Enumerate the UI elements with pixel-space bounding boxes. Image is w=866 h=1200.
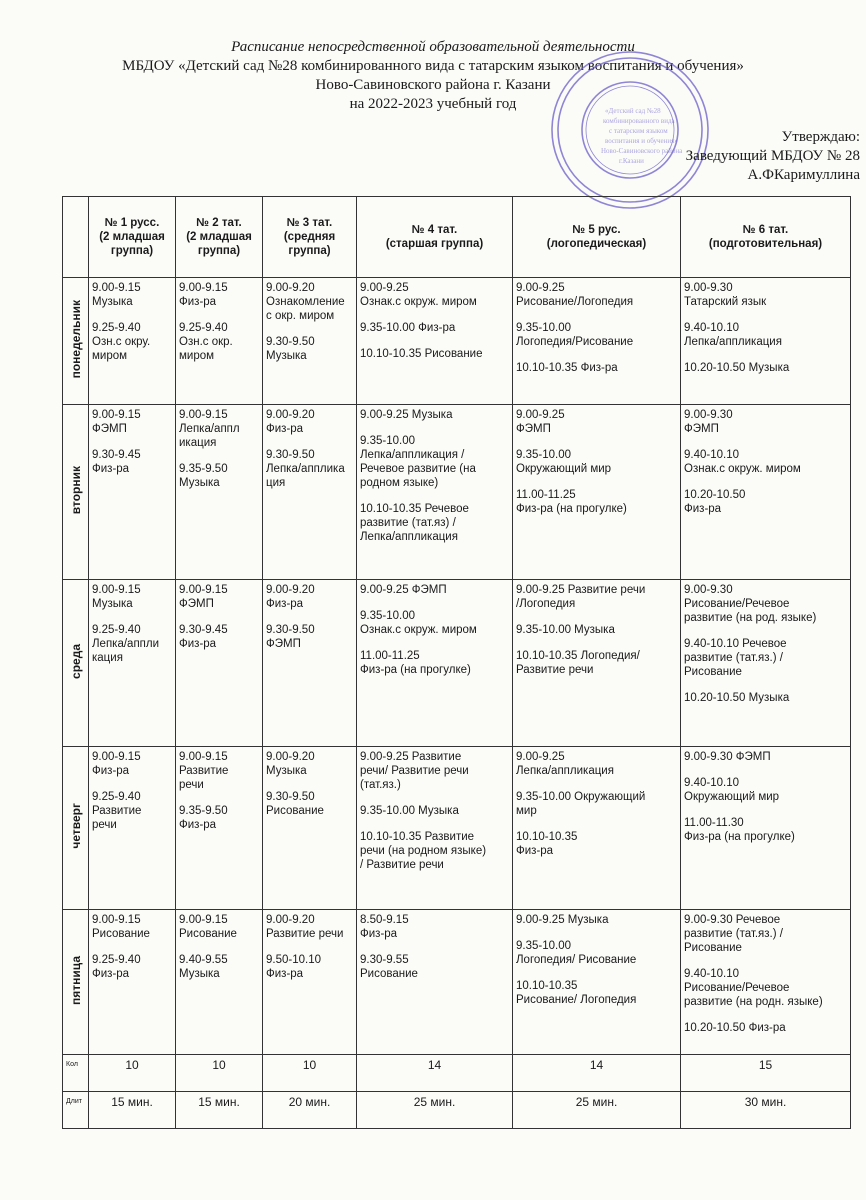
lesson-slot: 10.20-10.50 Физ-ра	[684, 489, 746, 515]
lesson-slot: 9.35-9.50 Физ-ра	[179, 805, 228, 831]
lesson-slot: 9.00-9.30 ФЭМП	[684, 409, 733, 435]
schedule-cell	[89, 747, 176, 910]
duration-cell: 25 мин.	[357, 1092, 513, 1129]
lesson-slot: 10.10-10.35 Речевое развитие (тат.яз) / Лепка/аппликация	[360, 503, 469, 543]
svg-text:с татарским языком: с татарским языком	[609, 127, 668, 135]
day-name: понедельник	[68, 299, 83, 379]
schedule-cell	[176, 405, 263, 580]
lesson-slot: 9.35-10.00 Ознак.с окруж. миром	[360, 610, 477, 636]
lesson-slot: 9.00-9.15 Музыка	[92, 584, 141, 610]
title-line-1: Расписание непосредственной образовательной деятельности	[231, 39, 635, 55]
schedule-cell	[681, 910, 851, 1055]
lesson-slot: 10.20-10.50 Музыка	[684, 362, 790, 374]
lesson-slot: 9.00-9.20 Физ-ра	[266, 584, 315, 610]
schedule-cell	[176, 278, 263, 405]
lesson-slot: 9.00-9.25 Музыка	[516, 914, 609, 926]
title-line-3: Ново-Савиновского района г. Казани	[315, 77, 551, 93]
lesson-slot: 10.10-10.35 Рисование/ Логопедия	[516, 980, 637, 1006]
lesson-slot: 9.00-9.25 Ознак.с окруж. миром	[360, 282, 477, 308]
column-header: № 3 тат. (средняя группа)	[263, 197, 357, 278]
lesson-slot: 9.40-10.10 Окружающий мир	[684, 777, 780, 803]
lesson-slot: 9.25-9.40 Лепка/аппли кация	[92, 624, 160, 664]
lesson-slot: 9.40-10.10 Ознак.с окруж. миром	[684, 449, 801, 475]
lesson-slot: 9.00-9.20 Развитие речи	[266, 914, 344, 940]
lesson-slot: 9.25-9.40 Озн.с окр. миром	[179, 322, 233, 362]
duration-cell: 20 мин.	[263, 1092, 357, 1129]
lesson-slot: 9.30-9.50 Рисование	[266, 791, 324, 817]
day-row	[63, 747, 851, 910]
day-label-cell	[63, 910, 89, 1055]
schedule-cell	[263, 278, 357, 405]
schedule-cell	[681, 580, 851, 747]
lesson-slot: 9.00-9.20 Ознакомление с окр. миром	[266, 282, 345, 322]
count-row	[63, 1055, 851, 1092]
schedule-cell	[176, 580, 263, 747]
count-cell: 14	[513, 1055, 681, 1092]
lesson-slot: 9.25-9.40 Озн.с окру. миром	[92, 322, 151, 362]
lesson-slot: 11.00-11.30 Физ-ра (на прогулке)	[684, 817, 795, 843]
schedule-cell	[89, 580, 176, 747]
column-header: № 1 русс. (2 младшая группа)	[89, 197, 176, 278]
lesson-slot: 9.00-9.30 ФЭМП	[684, 751, 771, 763]
lesson-slot: 9.00-9.30 Рисование/Речевое развитие (на род. языке)	[684, 584, 817, 624]
svg-text:г.Казани: г.Казани	[619, 157, 644, 165]
schedule-cell	[263, 405, 357, 580]
lesson-slot: 9.00-9.25 Рисование/Логопедия	[516, 282, 634, 308]
lesson-slot: 9.25-9.40 Развитие речи	[92, 791, 142, 831]
lesson-slot: 10.20-10.50 Музыка	[684, 692, 790, 704]
count-cell: 10	[263, 1055, 357, 1092]
lesson-slot: 9.35-10.00 Логопедия/Рисование	[516, 322, 634, 348]
schedule-cell	[176, 747, 263, 910]
schedule-cell	[89, 278, 176, 405]
day-row	[63, 580, 851, 747]
lesson-slot: 9.35-10.00 Окружающий мир	[516, 449, 612, 475]
lesson-slot: 9.30-9.45 Физ-ра	[92, 449, 141, 475]
lesson-slot: 11.00-11.25 Физ-ра (на прогулке)	[516, 489, 627, 515]
schedule-cell	[263, 910, 357, 1055]
lesson-slot: 10.20-10.50 Физ-ра	[684, 1022, 786, 1034]
lesson-slot: 9.30-9.50 Музыка	[266, 336, 315, 362]
schedule-cell	[357, 405, 513, 580]
lesson-slot: 9.00-9.15 Рисование	[179, 914, 237, 940]
corner-cell	[63, 197, 89, 278]
lesson-slot: 9.35-10.00 Музыка	[516, 624, 615, 636]
schedule-cell	[681, 405, 851, 580]
count-label: Кол	[63, 1055, 89, 1092]
lesson-slot: 9.00-9.20 Музыка	[266, 751, 315, 777]
svg-text:комбинированного вида: комбинированного вида	[603, 117, 675, 125]
lesson-slot: 9.25-9.40 Физ-ра	[92, 954, 141, 980]
duration-cell: 15 мин.	[176, 1092, 263, 1129]
schedule-cell	[357, 747, 513, 910]
lesson-slot: 9.00-9.15 Развитие речи	[179, 751, 229, 791]
duration-label: Длит	[63, 1092, 89, 1129]
approval-line-3: А.ФКаримуллина	[747, 167, 860, 183]
lesson-slot: 9.35-10.00 Физ-ра	[360, 322, 456, 334]
column-header: № 2 тат. (2 младшая группа)	[176, 197, 263, 278]
lesson-slot: 8.50-9.15 Физ-ра	[360, 914, 409, 940]
lesson-slot: 9.50-10.10 Физ-ра	[266, 954, 321, 980]
schedule-cell	[89, 910, 176, 1055]
title-line-2: МБДОУ «Детский сад №28 комбинированного вида с татарским языком воспитания и обучения»	[122, 58, 744, 74]
lesson-slot: 9.30-9.55 Рисование	[360, 954, 418, 980]
approval-block	[686, 128, 860, 185]
count-cell: 10	[89, 1055, 176, 1092]
lesson-slot: 9.00-9.15 Физ-ра	[179, 282, 228, 308]
lesson-slot: 9.00-9.20 Физ-ра	[266, 409, 315, 435]
lesson-slot: 9.30-9.50 Лепка/апплика ция	[266, 449, 345, 489]
svg-text:воспитания и обучения»: воспитания и обучения»	[605, 137, 678, 145]
lesson-slot: 11.00-11.25 Физ-ра (на прогулке)	[360, 650, 471, 676]
schedule-cell	[681, 747, 851, 910]
day-name: среда	[68, 643, 83, 679]
lesson-slot: 9.00-9.25 ФЭМП	[516, 409, 565, 435]
lesson-slot: 9.40-9.55 Музыка	[179, 954, 228, 980]
lesson-slot: 9.00-9.30 Речевое развитие (тат.яз.) / Рисование	[684, 914, 783, 954]
schedule-cell	[357, 580, 513, 747]
day-label-cell	[63, 747, 89, 910]
count-cell: 15	[681, 1055, 851, 1092]
schedule-cell	[357, 278, 513, 405]
lesson-slot: 10.10-10.35 Развитие речи (на родном языке) / Развитие речи	[360, 831, 487, 871]
lesson-slot: 9.00-9.15 Рисование	[92, 914, 150, 940]
lesson-slot: 9.00-9.15 Музыка	[92, 282, 141, 308]
title-line-4: на 2022-2023 учебный год	[349, 96, 517, 112]
lesson-slot: 9.00-9.15 ФЭМП	[92, 409, 141, 435]
lesson-slot: 10.10-10.35 Физ-ра	[516, 831, 578, 857]
lesson-slot: 9.35-10.00 Лепка/аппликация / Речевое развитие (на родном языке)	[360, 435, 476, 489]
schedule-table	[62, 196, 851, 1129]
lesson-slot: 10.10-10.35 Физ-ра	[516, 362, 618, 374]
lesson-slot: 9.00-9.25 ФЭМП	[360, 584, 447, 596]
duration-cell: 25 мин.	[513, 1092, 681, 1129]
duration-cell: 30 мин.	[681, 1092, 851, 1129]
svg-text:Ново-Савиновского района: Ново-Савиновского района	[601, 147, 683, 155]
approval-line-1: Утверждаю:	[781, 129, 860, 145]
schedule-cell	[263, 747, 357, 910]
count-cell: 14	[357, 1055, 513, 1092]
svg-text:«Детский сад №28: «Детский сад №28	[605, 107, 661, 115]
approval-line-2: Заведующий МБДОУ № 28	[685, 148, 860, 164]
day-row	[63, 910, 851, 1055]
day-label-cell	[63, 405, 89, 580]
lesson-slot: 9.00-9.25 Лепка/аппликация	[516, 751, 614, 777]
lesson-slot: 10.10-10.35 Рисование	[360, 348, 483, 360]
duration-row	[63, 1092, 851, 1129]
lesson-slot: 9.35-10.00 Музыка	[360, 805, 459, 817]
schedule-cell	[357, 910, 513, 1055]
table-header-row	[63, 197, 851, 278]
lesson-slot: 9.35-10.00 Логопедия/ Рисование	[516, 940, 637, 966]
lesson-slot: 9.00-9.25 Развитие речи/ Развитие речи (тат.яз.)	[360, 751, 469, 791]
day-row	[63, 405, 851, 580]
column-header: № 4 тат. (старшая группа)	[357, 197, 513, 278]
day-label-cell	[63, 580, 89, 747]
lesson-slot: 9.00-9.15 Лепка/аппл икация	[179, 409, 240, 449]
lesson-slot: 9.40-10.10 Рисование/Речевое развитие (на родн. языке)	[684, 968, 823, 1008]
day-row	[63, 278, 851, 405]
lesson-slot: 9.00-9.15 Физ-ра	[92, 751, 141, 777]
lesson-slot: 9.30-9.45 Физ-ра	[179, 624, 228, 650]
lesson-slot: 9.30-9.50 ФЭМП	[266, 624, 315, 650]
lesson-slot: 9.40-10.10 Лепка/аппликация	[684, 322, 782, 348]
column-header: № 5 рус. (логопедическая)	[513, 197, 681, 278]
column-header: № 6 тат. (подготовительная)	[681, 197, 851, 278]
schedule-cell	[513, 910, 681, 1055]
lesson-slot: 9.35-9.50 Музыка	[179, 463, 228, 489]
count-cell: 10	[176, 1055, 263, 1092]
schedule-cell	[263, 580, 357, 747]
schedule-cell	[513, 580, 681, 747]
lesson-slot: 9.40-10.10 Речевое развитие (тат.яз.) / Рисование	[684, 638, 787, 678]
day-label-cell	[63, 278, 89, 405]
lesson-slot: 9.00-9.25 Музыка	[360, 409, 453, 421]
schedule-cell	[513, 405, 681, 580]
day-name: вторник	[68, 465, 83, 515]
document-title	[0, 38, 866, 114]
schedule-cell	[681, 278, 851, 405]
lesson-slot: 9.00-9.30 Татарский язык	[684, 282, 767, 308]
day-name: пятница	[68, 955, 83, 1005]
lesson-slot: 10.10-10.35 Логопедия/ Развитие речи	[516, 650, 640, 676]
lesson-slot: 9.00-9.15 ФЭМП	[179, 584, 228, 610]
schedule-cell	[89, 405, 176, 580]
duration-cell: 15 мин.	[89, 1092, 176, 1129]
schedule-cell	[176, 910, 263, 1055]
schedule-cell	[513, 747, 681, 910]
lesson-slot: 9.35-10.00 Окружающий мир	[516, 791, 646, 817]
lesson-slot: 9.00-9.25 Развитие речи /Логопедия	[516, 584, 646, 610]
day-name: четверг	[68, 803, 83, 849]
schedule-cell	[513, 278, 681, 405]
